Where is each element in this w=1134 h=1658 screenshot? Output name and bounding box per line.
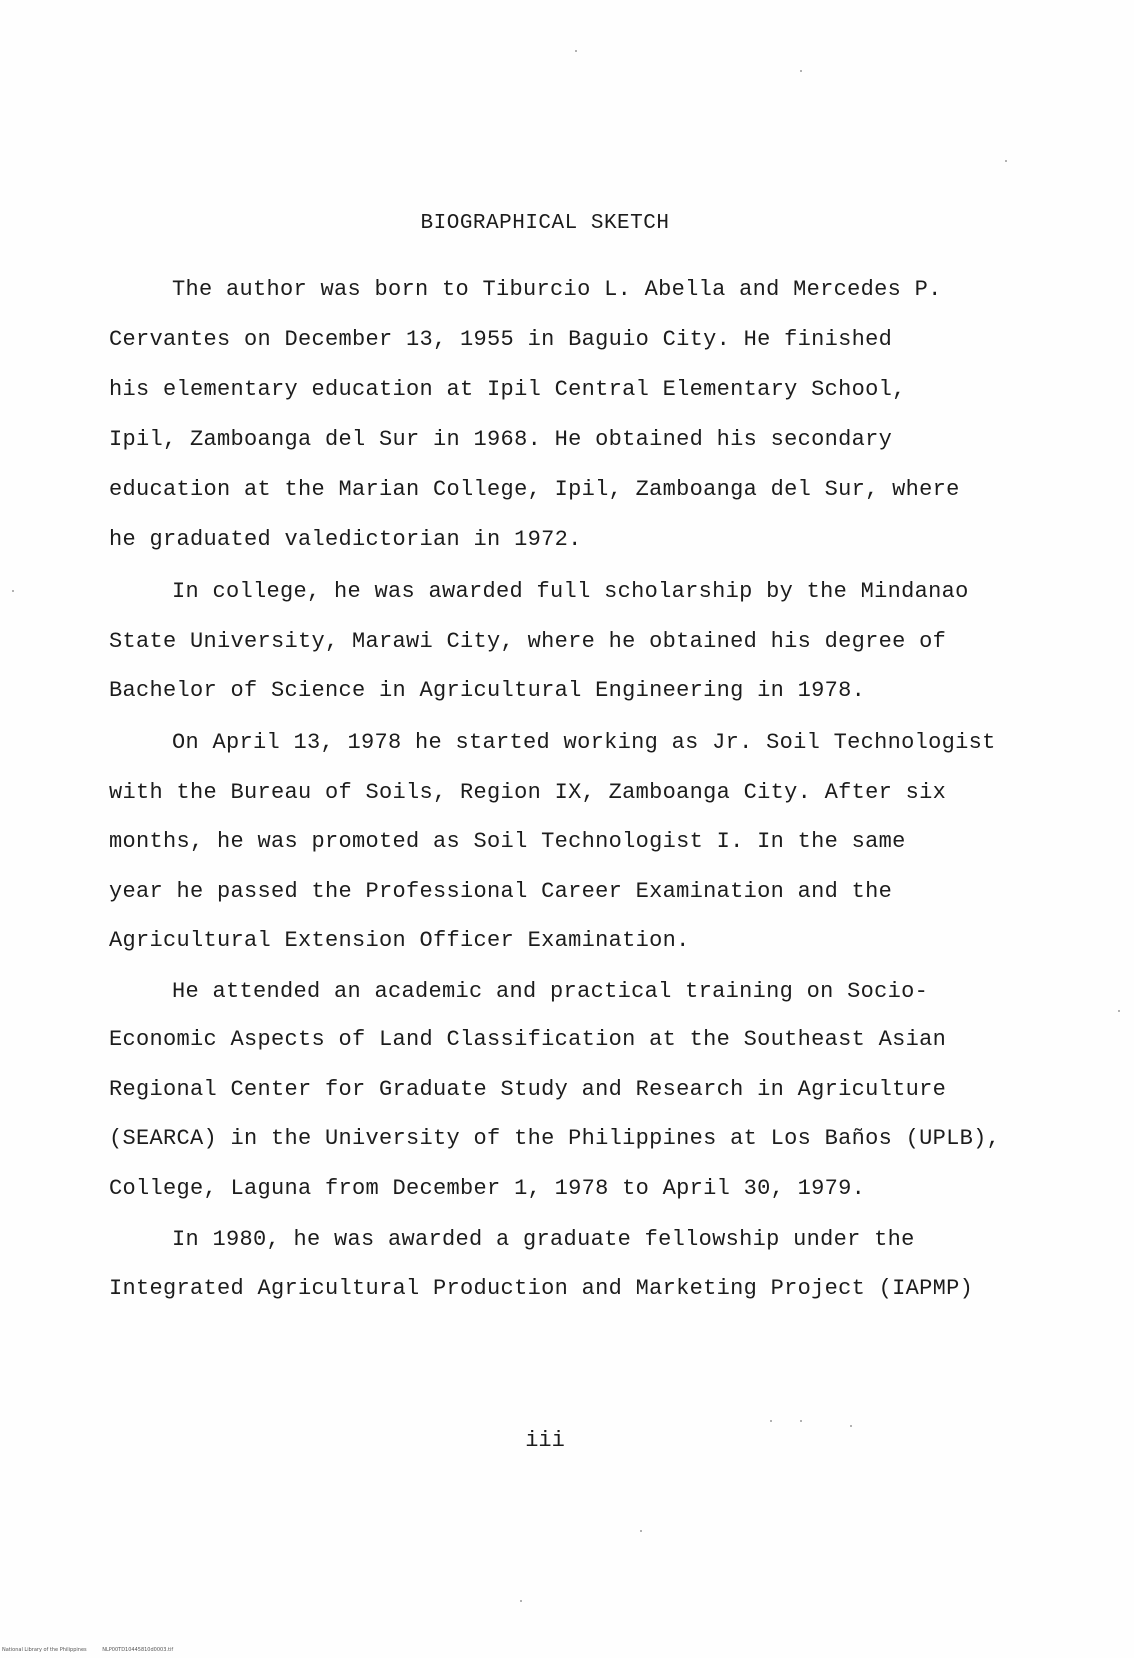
text-line: State University, Marawi City, where he obtained his degree of (109, 629, 947, 654)
page-number: iii (525, 1428, 565, 1453)
scan-speck (520, 1600, 522, 1602)
scan-speck (640, 1530, 642, 1532)
scan-speck (1005, 160, 1007, 162)
text-line: he graduated valedictorian in 1972. (109, 527, 582, 552)
text-line: The author was born to Tiburcio L. Abella and Mercedes P. (172, 277, 942, 302)
text-line: Regional Center for Graduate Study and Research in Agriculture (109, 1077, 947, 1102)
scan-speck (850, 1425, 852, 1427)
scan-footer (2, 1647, 187, 1653)
scan-speck (1118, 1010, 1120, 1012)
text-line: Agricultural Extension Officer Examination. (109, 928, 690, 953)
text-line: Integrated Agricultural Production and Marketing Project (IAPMP) (109, 1276, 974, 1301)
text-line: year he passed the Professional Career Examination and the (109, 879, 893, 904)
scan-speck (770, 1420, 772, 1422)
page-title: BIOGRAPHICAL SKETCH (420, 212, 670, 235)
text-line: with the Bureau of Soils, Region IX, Zamboanga City. After six (109, 780, 947, 805)
footer-library: National Library of the Philippines (2, 1647, 87, 1653)
scan-speck (800, 70, 802, 72)
text-line: Ipil, Zamboanga del Sur in 1968. He obtained his secondary (109, 427, 893, 452)
scan-speck (575, 50, 577, 52)
text-line: months, he was promoted as Soil Technologist I. In the same (109, 829, 906, 854)
text-line: In 1980, he was awarded a graduate fellowship under the (172, 1227, 915, 1252)
text-line: (SEARCA) in the University of the Philippines at Los Baños (UPLB), (109, 1126, 1001, 1151)
text-line: He attended an academic and practical training on Socio- (172, 979, 929, 1004)
text-line: On April 13, 1978 he started working as Jr. Soil Technologist (172, 730, 996, 755)
footer-file: NLP00TD10445810d0003.tif (102, 1647, 174, 1653)
text-line: College, Laguna from December 1, 1978 to April 30, 1979. (109, 1176, 866, 1201)
scan-speck (12, 590, 14, 592)
text-line: Bachelor of Science in Agricultural Engineering in 1978. (109, 678, 866, 703)
text-line: Economic Aspects of Land Classification at the Southeast Asian (109, 1027, 947, 1052)
text-line: education at the Marian College, Ipil, Zamboanga del Sur, where (109, 477, 960, 502)
scan-speck (800, 1420, 802, 1422)
text-line: Cervantes on December 13, 1955 in Baguio City. He finished (109, 327, 893, 352)
text-line: his elementary education at Ipil Central Elementary School, (109, 377, 906, 402)
text-line: In college, he was awarded full scholarship by the Mindanao (172, 579, 969, 604)
